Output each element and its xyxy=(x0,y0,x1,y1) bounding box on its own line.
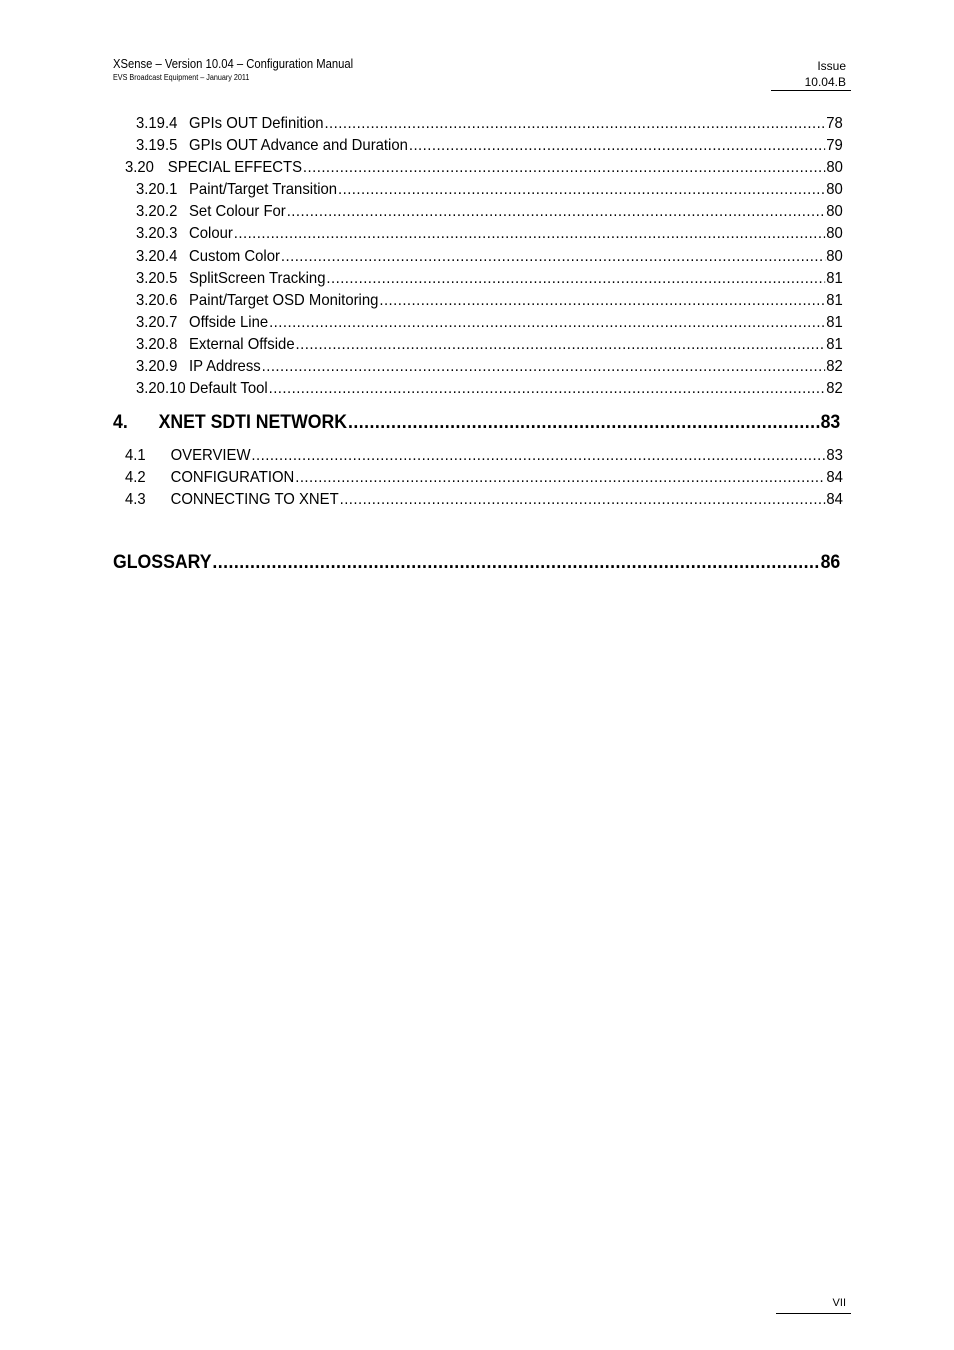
document-title: XSense – Version 10.04 – Configuration Manual xyxy=(113,57,354,71)
toc-entry[interactable] xyxy=(136,313,843,333)
toc-entry-page: 81 xyxy=(826,270,843,287)
toc-entry[interactable] xyxy=(136,202,843,222)
toc-entry-page: 80 xyxy=(826,203,843,220)
toc-entry-title: SplitScreen Tracking xyxy=(189,270,326,287)
toc-entry-number: 3.20.10 xyxy=(136,380,186,397)
toc-entry-title: XNET SDTI NETWORK xyxy=(158,412,348,433)
toc-entry-title: GLOSSARY xyxy=(113,552,212,573)
toc-leader-dots xyxy=(379,291,825,311)
toc-leader-dots xyxy=(303,158,826,178)
toc-leader-dots xyxy=(296,335,826,355)
toc-entry-title: GPIs OUT Definition xyxy=(189,115,324,132)
toc-entry[interactable] xyxy=(136,114,843,134)
toc-entry-page: 79 xyxy=(826,137,843,154)
toc-leader-dots xyxy=(295,468,825,488)
toc-entry-page: 80 xyxy=(826,181,843,198)
toc-entry-number: 3.20.2 xyxy=(136,203,178,220)
toc-entry-number: 4.2 xyxy=(125,469,146,486)
toc-entry[interactable] xyxy=(136,224,843,244)
toc-entry-number: 3.20.5 xyxy=(136,270,178,287)
toc-entry-number: 3.20.8 xyxy=(136,336,178,353)
toc-entry-page: 80 xyxy=(826,248,843,265)
toc-leader-dots xyxy=(262,357,826,377)
toc-entry[interactable] xyxy=(136,357,843,377)
toc-leader-dots xyxy=(409,136,825,156)
toc-entry-number: 4.3 xyxy=(125,491,146,508)
toc-entry-title: Default Tool xyxy=(189,380,268,397)
toc-entry[interactable] xyxy=(136,247,843,267)
toc-entry-number: 4.1 xyxy=(125,447,146,464)
toc-entry-title: Paint/Target OSD Monitoring xyxy=(189,292,379,309)
document-subtitle: EVS Broadcast Equipment – January 2011 xyxy=(113,73,250,82)
toc-entry-title: OVERVIEW xyxy=(170,447,251,464)
toc-entry[interactable] xyxy=(136,379,843,399)
toc-entry[interactable] xyxy=(125,158,843,178)
footer-rule xyxy=(776,1313,851,1314)
toc-entry-page: 80 xyxy=(826,225,843,242)
toc-entry-page: 82 xyxy=(826,358,843,375)
toc-leader-dots xyxy=(269,313,825,333)
toc-entry[interactable] xyxy=(136,335,843,355)
toc-leader-dots xyxy=(212,551,819,575)
toc-entry-number: 3.20.7 xyxy=(136,314,178,331)
toc-entry-page: 80 xyxy=(826,159,843,176)
toc-entry-number: 3.20.4 xyxy=(136,248,178,265)
toc-leader-dots xyxy=(234,224,826,244)
page-number: VII xyxy=(832,1297,846,1309)
header-right xyxy=(805,58,846,90)
toc-leader-dots xyxy=(348,411,820,435)
toc-entry[interactable] xyxy=(125,468,843,488)
toc-entry-number: 3.20.9 xyxy=(136,358,178,375)
toc-entry-title: CONNECTING TO XNET xyxy=(170,491,339,508)
toc-leader-dots xyxy=(269,379,826,399)
toc-leader-dots xyxy=(326,269,825,289)
issue-label: Issue xyxy=(817,59,846,73)
toc-entry-number: 3.20.1 xyxy=(136,181,178,198)
toc-entry-title: External Offside xyxy=(189,336,295,353)
toc-entry[interactable] xyxy=(136,291,843,311)
toc-leader-dots xyxy=(251,446,825,466)
toc-entry-page: 86 xyxy=(820,552,841,573)
toc-entry[interactable] xyxy=(125,446,843,466)
toc-entry-title: CONFIGURATION xyxy=(170,469,295,486)
toc-leader-dots xyxy=(324,114,825,134)
toc-entry-title: GPIs OUT Advance and Duration xyxy=(189,137,408,154)
toc-entry[interactable] xyxy=(136,180,843,200)
toc-entry[interactable] xyxy=(136,269,843,289)
toc-entry-page: 83 xyxy=(820,412,841,433)
toc-entry-page: 83 xyxy=(826,447,843,464)
toc-entry-page: 81 xyxy=(826,336,843,353)
toc-entry-page: 84 xyxy=(826,469,843,486)
toc-entry-number: 3.19.5 xyxy=(136,137,178,154)
toc-entry-title: SPECIAL EFFECTS xyxy=(167,159,303,176)
toc-leader-dots xyxy=(340,490,826,510)
toc-entry-number: 3.20 xyxy=(125,159,154,176)
toc-entry-number: 3.20.3 xyxy=(136,225,178,242)
toc-leader-dots xyxy=(281,247,825,267)
header-left xyxy=(113,57,380,83)
toc-entry-title: Paint/Target Transition xyxy=(189,181,338,198)
toc-entry-title: Custom Color xyxy=(189,248,280,265)
toc-leader-dots xyxy=(287,202,826,222)
toc-entry-title: Colour xyxy=(189,225,233,242)
toc-entry-page: 78 xyxy=(826,115,843,132)
header-rule xyxy=(771,90,851,91)
toc-entry-number: 3.19.4 xyxy=(136,115,178,132)
toc-chapter-entry[interactable] xyxy=(113,551,840,575)
toc-entry-title: Offside Line xyxy=(189,314,269,331)
toc-entry[interactable] xyxy=(125,490,843,510)
toc-leader-dots xyxy=(338,180,825,200)
toc-entry-number: 4. xyxy=(113,412,128,433)
toc-entry-page: 82 xyxy=(826,380,843,397)
issue-value: 10.04.B xyxy=(804,75,846,89)
toc-entry-title: Set Colour For xyxy=(189,203,286,220)
toc-entry-page: 81 xyxy=(826,292,843,309)
toc-entry-number: 3.20.6 xyxy=(136,292,178,309)
toc-chapter-entry[interactable] xyxy=(113,411,840,435)
toc-entry-page: 84 xyxy=(826,491,843,508)
toc-entry-page: 81 xyxy=(826,314,843,331)
toc-entry-title: IP Address xyxy=(189,358,261,375)
toc-entry[interactable] xyxy=(136,136,843,156)
